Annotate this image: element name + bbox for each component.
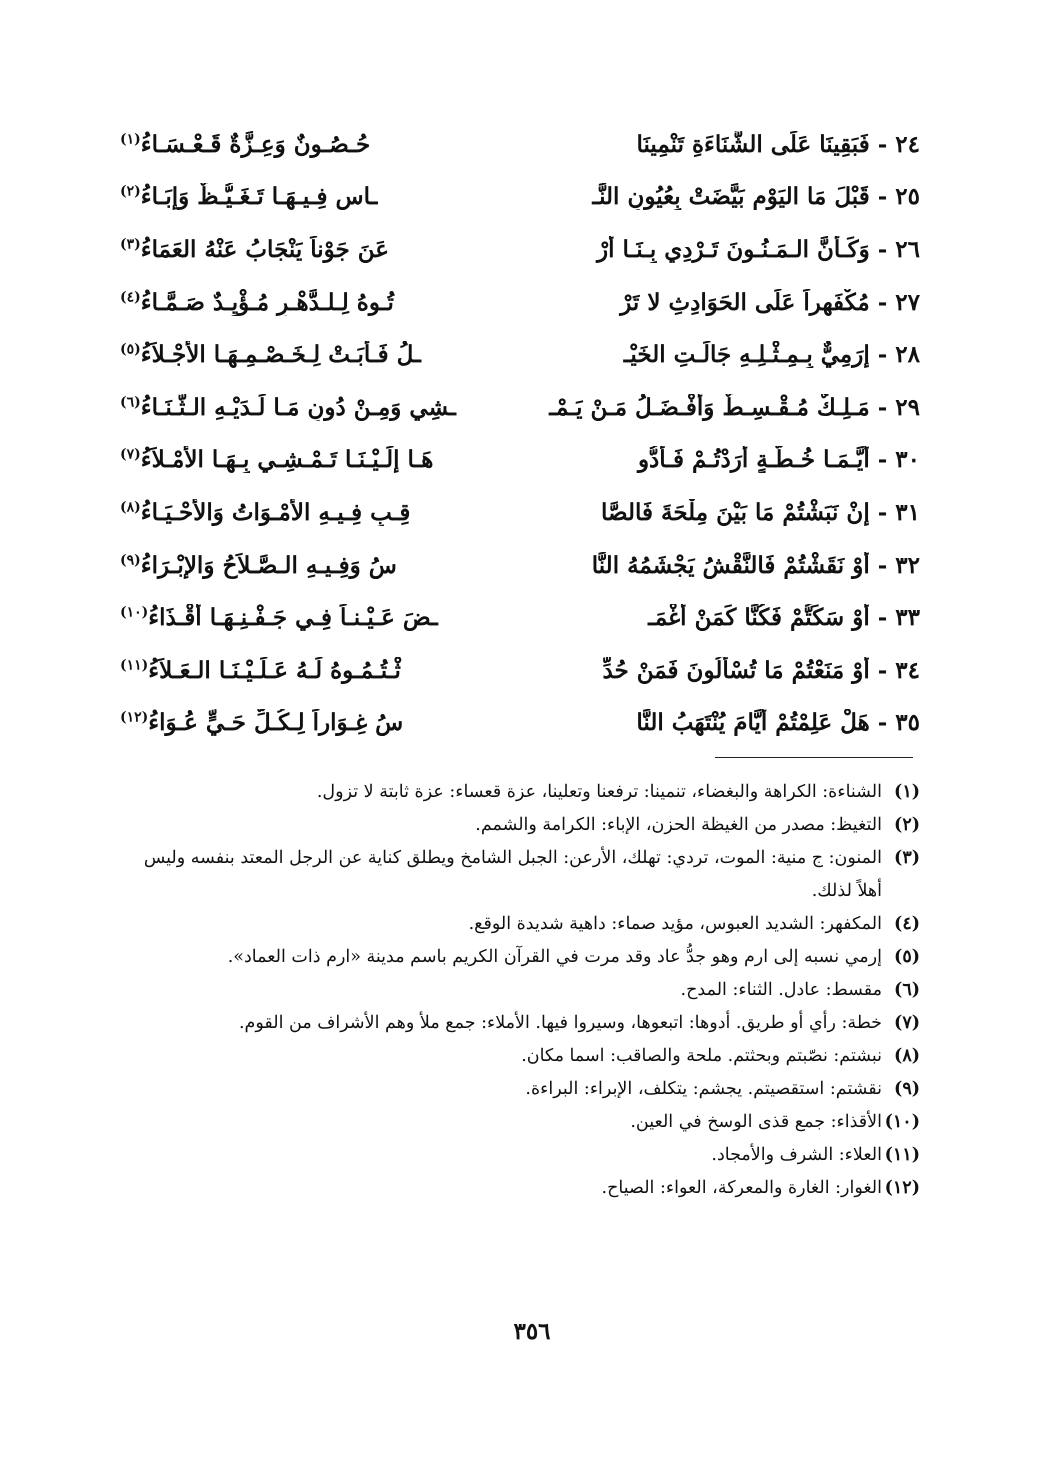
footnote-reference: (٢) xyxy=(120,183,141,200)
footnote-text: الأقذاء: جمع قذى الوسخ في العين. xyxy=(630,1112,882,1132)
verse-second-hemistich xyxy=(120,394,478,421)
verse-first-hemistich: ٣١ - إِنْ نَبَشْتُمْ مَا بَيْنَ مِلْحَةَ فَالصَّا xyxy=(601,498,920,526)
footnote-text: المكفهر: الشديد العبوس، مؤيد صماء: داهية شديدة الوقع. xyxy=(468,914,882,934)
footnote-number: (١٠) xyxy=(884,1112,920,1132)
footnote xyxy=(130,842,920,908)
verse-line xyxy=(120,434,920,487)
verse-first-hemistich: ٢٦ - وَكَـأَنَّ الـمَـنُـونَ تَـرْدِي بِـنَـا أَرْ xyxy=(596,235,920,263)
verse-line xyxy=(120,591,920,644)
footnote xyxy=(130,776,920,809)
footnote xyxy=(130,1139,920,1172)
verse-first-hemistich: ٢٧ - مُكْفَهِراً عَلَى الحَوَادِثِ لا تَرْ xyxy=(620,288,920,316)
hemistich-text: ـضَ عَـيْـنـاً فِـي جَـفْـنِـهَـا أَقْـذَاءُ xyxy=(148,604,438,632)
verse-line xyxy=(120,644,920,697)
footnote-text: التغيظ: مصدر من الغيظة الحزن، الإباء: الكرامة والشمم. xyxy=(475,815,882,835)
verse-line xyxy=(120,381,920,434)
footnote-separator xyxy=(715,757,913,758)
verse-second-hemistich xyxy=(120,657,478,684)
footnote xyxy=(130,1106,920,1139)
hemistich-text: ـشِي وَمِـنْ دُونِ مَـا لَـدَيْـهِ الـثَّـنَـاءُ xyxy=(140,393,456,421)
footnote-number: (٣) xyxy=(894,848,920,868)
footnote-number: (٤) xyxy=(894,914,920,934)
verse-first-hemistich: ٣٢ - أَوْ نَقَشْتُمْ فَالنَّقْشُ يَجْشَمُهُ النَّا xyxy=(591,551,920,579)
verse-second-hemistich xyxy=(120,709,478,736)
footnote-number: (١١) xyxy=(884,1145,920,1165)
footnote-number: (٢) xyxy=(894,815,920,835)
hemistich-text: تُـوهُ لِـلـدَّهْـرِ مُـؤْيِـدٌ صَـمَّـاءُ xyxy=(140,288,394,316)
footnote xyxy=(130,1040,920,1073)
verse-first-hemistich: ٢٥ - قَبْلَ مَا اليَوْمِ بَيَّضَتْ بِعُيُونِ النَّـ xyxy=(592,183,920,211)
footnote xyxy=(130,1007,920,1040)
footnote-reference: (١) xyxy=(120,131,141,148)
hemistich-text: ثْـتُـمُـوهُ لَـهُ عَـلَـيْـنَـا الـعَـلاَءُ xyxy=(148,656,401,684)
footnote-text: الشناءة: الكراهة والبغضاء، تنمينا: ترفعنا وتعلينا، عزة قعساء: عزة ثابتة لا تزول. xyxy=(316,782,882,802)
footnote-reference: (١١) xyxy=(120,657,149,674)
footnote-number: (٩) xyxy=(894,1079,920,1099)
verse-line xyxy=(120,539,920,592)
footnote-text: مقسط: عادل. الثناء: المدح. xyxy=(680,980,882,1000)
page-number: ٣٥٦ xyxy=(513,1318,551,1345)
footnote xyxy=(130,974,920,1007)
verse-second-hemistich xyxy=(120,289,478,316)
verse-second-hemistich xyxy=(120,183,478,210)
footnote-reference: (٤) xyxy=(120,288,141,305)
verse-second-hemistich xyxy=(120,499,478,526)
hemistich-text: سُ وَفِـيـهِ الـصَّـلاَحُ وَالإِبْـرَاءُ xyxy=(140,551,397,579)
footnote-text: المنون: ج منية: الموت، تردي: تهلك، الأرعن: الجبل الشامخ ويطلق كناية عن الرجل المعتد بنفسه وليس أهلاً لذلك. xyxy=(143,848,882,901)
verse-second-hemistich xyxy=(120,446,478,473)
verse-line xyxy=(120,486,920,539)
footnote-text: إرمي نسبه إلى ارم وهو جدُّ عاد وقد مرت في القرآن الكريم باسم مدينة «ارم ذات العماد». xyxy=(227,947,882,967)
verse-line xyxy=(120,697,920,750)
hemistich-text: سُ غِـوَاراً لِـكُـلِّ حَـيٍّ عُـوَاءُ xyxy=(148,709,404,737)
footnote-number: (٦) xyxy=(894,980,920,1000)
footnote-reference: (١٢) xyxy=(120,709,149,726)
footnote-reference: (٦) xyxy=(120,394,141,411)
verse-second-hemistich xyxy=(120,131,478,158)
verse-second-hemistich xyxy=(120,552,478,579)
verse-first-hemistich: ٣٣ - أَوْ سَكَتُّمْ فَكُنَّا كَمَنْ أَغْمَـ xyxy=(648,604,920,632)
verse-second-hemistich xyxy=(120,341,478,368)
verse-first-hemistich: ٢٩ - مَـلِـكٌ مُـقْـسِـطٌ وَأَفْـضَـلُ مَـنْ يَـمْـ xyxy=(549,393,920,421)
hemistich-text: عَنَ جَوْناً يَنْجَابُ عَنْهُ العَمَاءُ xyxy=(140,235,390,263)
footnote-number: (٧) xyxy=(894,1013,920,1033)
verse-line xyxy=(120,276,920,329)
footnote xyxy=(130,809,920,842)
footnote-number: (٥) xyxy=(894,947,920,967)
verse-second-hemistich xyxy=(120,604,478,631)
verse-first-hemistich: ٢٤ - فَبَقِينَا عَلَى الشَّنَاءَةِ تَنْمِينَا xyxy=(636,130,920,158)
verse-line xyxy=(120,223,920,276)
hemistich-text: ـاسِ فِـيـهَـا تَـغَـيُّـظٌ وَإِبَـاءُ xyxy=(140,183,378,211)
verse-second-hemistich xyxy=(120,236,478,263)
footnote-reference: (٧) xyxy=(120,446,141,463)
footnote-reference: (٣) xyxy=(120,236,141,253)
verse-line xyxy=(120,118,920,171)
footnote xyxy=(130,941,920,974)
footnote xyxy=(130,1073,920,1106)
footnote-text: خطة: رأي أو طريق. أدوها: اتبعوها، وسيروا فيها. الأملاء: جمع ملأ وهم الأشراف من القوم. xyxy=(238,1013,882,1033)
footnote-number: (١٢) xyxy=(884,1178,920,1198)
footnote xyxy=(130,908,920,941)
hemistich-text: هَـا إِلَـيْـنَـا تَـمْـشِـي بِـهَـا الأَمْـلاَءُ xyxy=(140,446,434,474)
footnote xyxy=(130,1172,920,1205)
footnotes xyxy=(130,776,920,1205)
verse-line xyxy=(120,328,920,381)
hemistich-text: قِـبِ فِـيـهِ الأَمْـوَاتُ وَالأَحْـيَـاءُ xyxy=(140,498,411,526)
hemistich-text: ـلُ فَـأَبَـتْ لِـخَـصْـمِـهَـا الأَجْـلاَءُ xyxy=(140,341,421,369)
verse-first-hemistich: ٣٥ - هَلْ عَلِمْتُمْ أَيَّامَ يُنْتَهَبُ النَّا xyxy=(636,709,920,737)
footnote-text: الغوار: الغارة والمعركة، العواء: الصياح. xyxy=(601,1178,882,1198)
verse-first-hemistich: ٣٤ - أَوْ مَنَعْتُمْ مَا تُسْأَلُونَ فَمَنْ حُدِّ xyxy=(602,656,920,684)
verse-first-hemistich: ٣٠ - أَيَّـمَـا خُـطَّـةٍ أَرَدْتُـمْ فَـأَدُّو xyxy=(637,446,920,474)
footnote-text: نقشتم: استقصيتم. يجشم: يتكلف، الإبراء: البراءة. xyxy=(525,1079,882,1099)
footnote-text: العلاء: الشرف والأمجاد. xyxy=(711,1145,882,1165)
verse-first-hemistich: ٢٨ - إِرَمِيٌّ بِـمِـثْـلِـهِ جَالَـتِ الخَيْـ xyxy=(623,341,920,369)
poem-verses xyxy=(120,118,920,749)
footnote-text: نبشتم: نصّبتم وبحثتم. ملحة والصاقب: اسما مكان. xyxy=(521,1046,882,1066)
hemistich-text: حُـصُـونٌ وَعِـزَّةٌ قَـعْـسَـاءُ xyxy=(140,130,371,158)
footnote-reference: (١٠) xyxy=(120,604,149,621)
footnote-number: (١) xyxy=(894,782,920,802)
footnote-reference: (٥) xyxy=(120,341,141,358)
verse-line xyxy=(120,171,920,224)
footnote-reference: (٨) xyxy=(120,499,141,516)
footnote-number: (٨) xyxy=(894,1046,920,1066)
footnote-reference: (٩) xyxy=(120,551,141,568)
